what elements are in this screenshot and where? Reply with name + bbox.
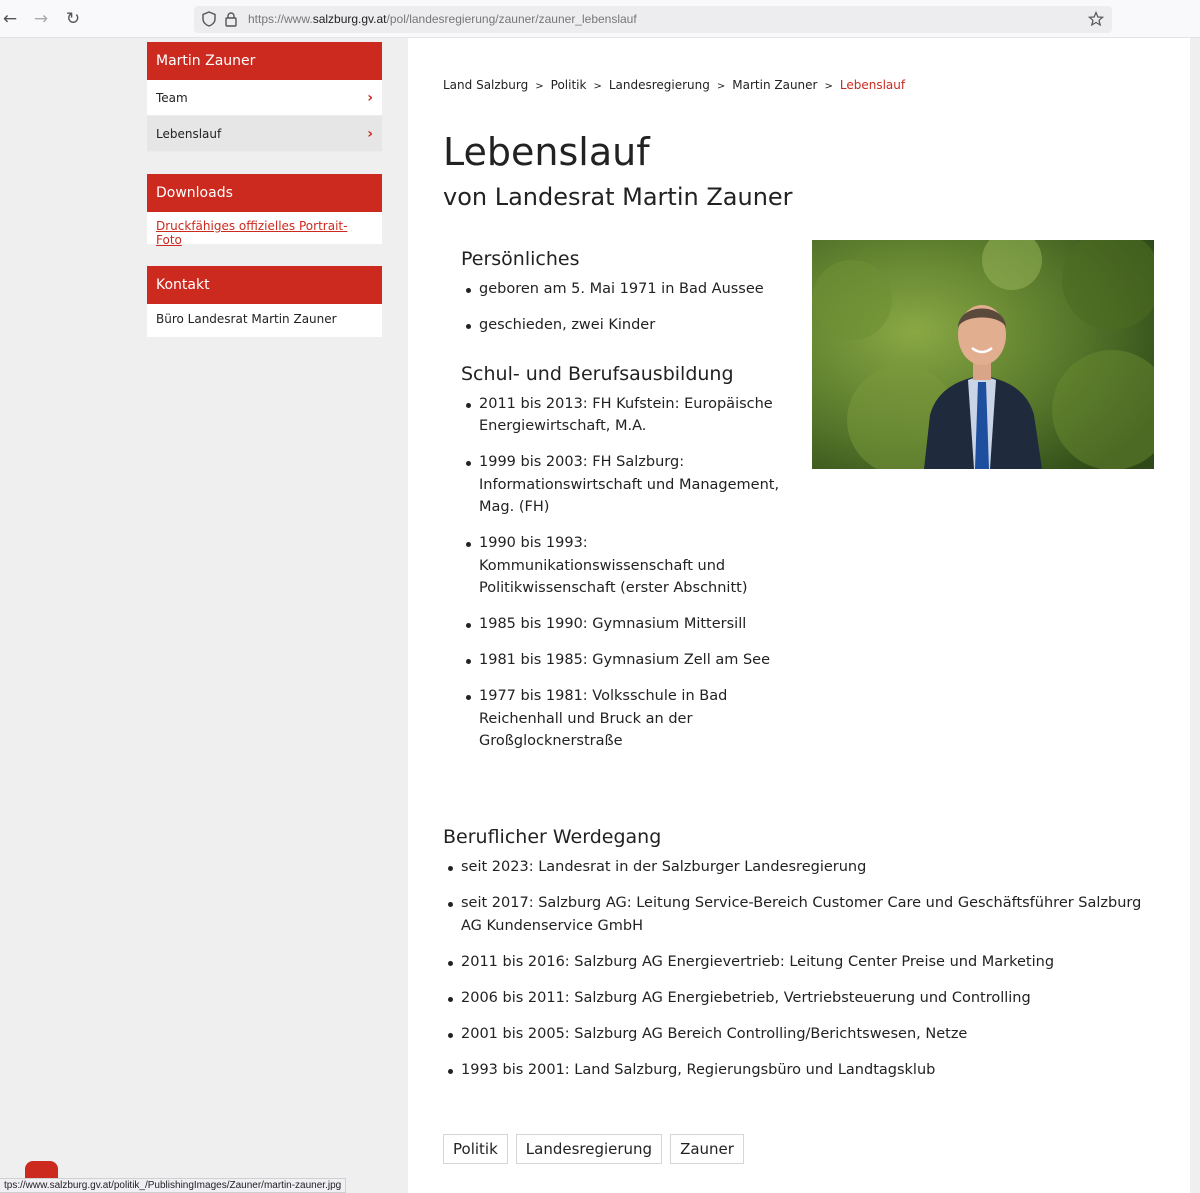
lock-icon[interactable]	[224, 11, 238, 27]
page-title: Lebenslauf	[443, 130, 650, 174]
list-item: geboren am 5. Mai 1971 in Bad Aussee	[461, 278, 791, 301]
downloads-title: Downloads	[147, 174, 382, 212]
sidebar-item-label: Team	[156, 91, 188, 105]
list-item: 2011 bis 2016: Salzburg AG Energievertrieb: Leitung Center Preise und Marketing	[443, 951, 1163, 974]
star-icon[interactable]	[1088, 11, 1104, 27]
breadcrumb-item[interactable]: Land Salzburg	[443, 78, 529, 92]
career-heading: Beruflicher Werdegang	[443, 826, 662, 848]
breadcrumb-item[interactable]: Martin Zauner	[732, 78, 818, 92]
sidebar-item-lebenslauf[interactable]	[147, 116, 382, 152]
education-heading: Schul- und Berufsausbildung	[461, 362, 734, 385]
tag-list	[443, 1134, 752, 1164]
breadcrumb-separator: >	[593, 81, 602, 92]
portrait-photo[interactable]	[812, 240, 1154, 469]
cv-left-column	[461, 248, 791, 766]
main-content	[408, 38, 1190, 1193]
contact-text: Büro Landesrat Martin Zauner	[147, 304, 382, 337]
breadcrumb-item[interactable]: Landesregierung	[608, 78, 710, 92]
status-bar-url: tps://www.salzburg.gv.at/politik_/PublishingImages/Zauner/martin-zauner.jpg	[0, 1178, 346, 1193]
tag-zauner[interactable]: Zauner	[670, 1134, 744, 1164]
sidebar-item-team[interactable]	[147, 80, 382, 116]
list-item: seit 2017: Salzburg AG: Leitung Service-Bereich Customer Care und Geschäftsführer Salzburg AG Kundenservice GmbH	[443, 892, 1163, 937]
tag-landesregierung[interactable]: Landesregierung	[516, 1134, 662, 1164]
career-list	[443, 856, 1163, 1081]
list-item: 1981 bis 1985: Gymnasium Zell am See	[461, 649, 791, 672]
personal-heading: Persönliches	[461, 248, 580, 270]
list-item: 1985 bis 1990: Gymnasium Mittersill	[461, 613, 791, 636]
back-icon[interactable]: ←	[2, 9, 18, 29]
breadcrumb-separator: >	[824, 81, 833, 92]
reload-icon[interactable]: ↻	[65, 9, 81, 29]
chevron-right-icon: ›	[367, 90, 373, 106]
chevron-right-icon: ›	[367, 126, 373, 142]
breadcrumb-separator: >	[716, 81, 726, 92]
portrait-download-link[interactable]: Druckfähiges offizielles Portrait-Foto	[156, 219, 348, 247]
tag-politik[interactable]: Politik	[443, 1134, 508, 1164]
url-text[interactable]	[248, 12, 637, 26]
sidebar-item-label: Lebenslauf	[156, 127, 222, 141]
page-subtitle: von Landesrat Martin Zauner	[443, 183, 793, 211]
sidebar	[147, 42, 382, 337]
browser-toolbar	[0, 0, 1200, 38]
list-item: geschieden, zwei Kinder	[461, 314, 791, 337]
forward-icon[interactable]: →	[33, 9, 49, 29]
education-list	[461, 393, 791, 753]
url-path: /pol/landesregierung/zauner/zauner_lebenslauf	[386, 12, 637, 26]
breadcrumb-separator: >	[535, 81, 544, 92]
url-host: salzburg.gv.at	[312, 12, 387, 26]
breadcrumb-current: Lebenslauf	[839, 78, 906, 92]
downloads-box	[147, 212, 382, 247]
url-prefix: https://www.	[248, 12, 313, 26]
contact-title: Kontakt	[147, 266, 382, 304]
breadcrumb-item[interactable]: Politik	[550, 78, 587, 92]
breadcrumb	[443, 78, 905, 92]
list-item: 2011 bis 2013: FH Kufstein: Europäische Energiewirtschaft, M.A.	[461, 393, 791, 438]
list-item: seit 2023: Landesrat in der Salzburger Landesregierung	[443, 856, 1163, 879]
address-bar[interactable]	[194, 6, 1112, 33]
list-item: 2006 bis 2011: Salzburg AG Energiebetrieb, Vertriebsteuerung und Controlling	[443, 987, 1163, 1010]
shield-icon[interactable]	[202, 11, 216, 27]
list-item: 1999 bis 2003: FH Salzburg: Informationswirtschaft und Management, Mag. (FH)	[461, 451, 791, 519]
personal-list	[461, 278, 791, 337]
list-item: 1993 bis 2001: Land Salzburg, Regierungsbüro und Landtagsklub	[443, 1059, 1163, 1082]
career-section	[443, 826, 1163, 1095]
list-item: 1977 bis 1981: Volksschule in Bad Reichenhall und Bruck an der Großglocknerstraße	[461, 685, 791, 753]
sidebar-nav-title[interactable]: Martin Zauner	[147, 42, 382, 80]
list-item: 2001 bis 2005: Salzburg AG Bereich Controlling/Berichtswesen, Netze	[443, 1023, 1163, 1046]
list-item: 1990 bis 1993: Kommunikationswissenschaft und Politikwissenschaft (erster Abschnitt)	[461, 532, 791, 600]
